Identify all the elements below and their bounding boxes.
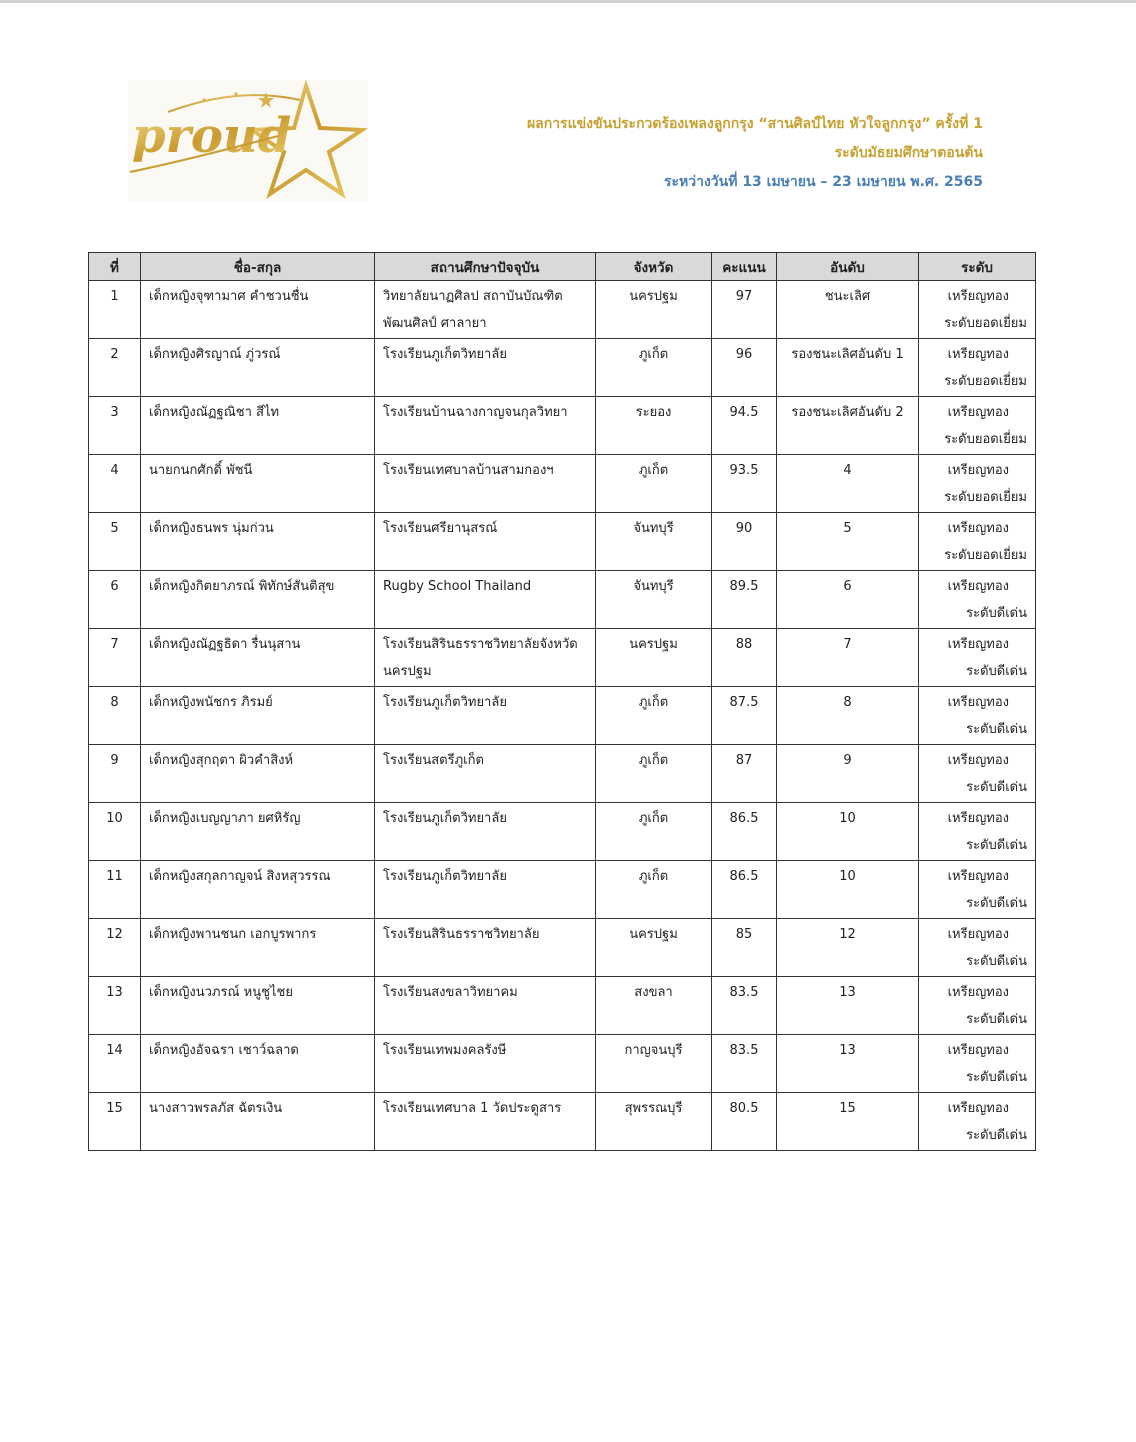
table-header-row (89, 253, 1036, 281)
cell-level (919, 571, 1036, 629)
cell-score-line: 89.5 (729, 579, 759, 594)
cell-province (596, 571, 712, 629)
cell-rank (777, 281, 919, 339)
cell-province-line: ระยอง (635, 405, 672, 420)
level-title: ระดับมัธยมศึกษาตอนต้น (834, 145, 983, 161)
cell-name (141, 687, 375, 745)
cell-level-line: ระดับดีเด่น (966, 722, 1027, 737)
cell-score (712, 629, 777, 687)
cell-level-line: เหรียญทอง (947, 405, 1009, 420)
cell-no-line: 9 (110, 753, 119, 768)
cell-score-line: 93.5 (729, 463, 759, 478)
cell-school (375, 397, 596, 455)
cell-rank (777, 977, 919, 1035)
cell-rank (777, 803, 919, 861)
cell-level (919, 745, 1036, 803)
cell-rank-line: รองชนะเลิศอันดับ 1 (791, 347, 904, 362)
cell-school-line: โรงเรียนบ้านฉางกาญจนกุลวิทยา (383, 405, 568, 420)
cell-province-line: ภูเก็ต (638, 347, 669, 362)
cell-rank-line: 7 (843, 637, 852, 652)
cell-no-line: 13 (106, 985, 123, 1000)
cell-rank (777, 919, 919, 977)
cell-name-line: นายกนกศักดิ์ พัชนี (149, 463, 253, 478)
cell-no-line: 10 (106, 811, 123, 826)
cell-level-line: เหรียญทอง (947, 869, 1009, 884)
col-header-no: ที่ (89, 253, 141, 281)
cell-level-line: ระดับยอดเยี่ยม (944, 548, 1027, 563)
cell-level-line: เหรียญทอง (947, 927, 1009, 942)
cell-rank-line: 5 (843, 521, 852, 536)
cell-name (141, 339, 375, 397)
cell-name (141, 977, 375, 1035)
cell-rank-line: 6 (843, 579, 852, 594)
cell-rank (777, 571, 919, 629)
cell-level (919, 919, 1036, 977)
cell-province-line: ภูเก็ต (638, 811, 669, 826)
cell-name (141, 397, 375, 455)
cell-level (919, 861, 1036, 919)
cell-level-line: ระดับดีเด่น (966, 896, 1027, 911)
cell-score-line: 83.5 (729, 1043, 759, 1058)
proud-star-logo (128, 80, 368, 202)
cell-no (89, 513, 141, 571)
cell-score-line: 80.5 (729, 1101, 759, 1116)
cell-level (919, 803, 1036, 861)
cell-school (375, 513, 596, 571)
cell-name-line: เด็กหญิงนวภรณ์ หนูชูไชย (149, 985, 293, 1000)
cell-school-line: Rugby School Thailand (383, 579, 532, 594)
cell-rank (777, 687, 919, 745)
cell-school (375, 687, 596, 745)
cell-no (89, 803, 141, 861)
cell-no (89, 339, 141, 397)
cell-school-line: นครปฐม (383, 664, 432, 679)
cell-province (596, 455, 712, 513)
cell-rank-line: 10 (839, 869, 856, 884)
results-table (88, 252, 1036, 1151)
cell-name-line: เด็กหญิงณัฏฐณิชา สีไท (149, 405, 280, 420)
table-row (89, 571, 1036, 629)
cell-rank-line: 9 (843, 753, 852, 768)
top-rule (0, 0, 1136, 3)
cell-school (375, 339, 596, 397)
cell-score (712, 571, 777, 629)
cell-no (89, 397, 141, 455)
cell-score-line: 96 (735, 347, 753, 362)
cell-level-line: เหรียญทอง (947, 1101, 1009, 1116)
cell-school (375, 803, 596, 861)
cell-name-line: เด็กหญิงพนัชกร ภิรมย์ (149, 695, 273, 710)
cell-level-line: เหรียญทอง (947, 347, 1009, 362)
cell-no (89, 861, 141, 919)
table-row (89, 1093, 1036, 1151)
cell-name (141, 803, 375, 861)
cell-level-line: ระดับยอดเยี่ยม (944, 432, 1027, 447)
date-range: ระหว่างวันที่ 13 เมษายน – 23 เมษายน พ.ศ. 2565 (663, 174, 983, 190)
cell-level-line: ระดับดีเด่น (966, 1070, 1027, 1085)
cell-no (89, 571, 141, 629)
cell-no-line: 12 (106, 927, 123, 942)
cell-score (712, 977, 777, 1035)
cell-name (141, 513, 375, 571)
cell-school-line: โรงเรียนเทพมงคลรังษี (383, 1043, 507, 1058)
svg-text:proud: proud (132, 108, 292, 164)
cell-rank (777, 861, 919, 919)
cell-rank (777, 1035, 919, 1093)
cell-school-line: โรงเรียนภูเก็ตวิทยาลัย (383, 695, 507, 710)
cell-school-line: โรงเรียนศรียานุสรณ์ (383, 521, 498, 536)
cell-no-line: 14 (106, 1043, 123, 1058)
cell-score-line: 87 (735, 753, 753, 768)
cell-name (141, 629, 375, 687)
col-header-school: สถานศึกษาปัจจุบัน (375, 253, 596, 281)
cell-level-line: เหรียญทอง (947, 579, 1009, 594)
cell-name (141, 281, 375, 339)
cell-level (919, 339, 1036, 397)
cell-rank-line: 12 (839, 927, 856, 942)
cell-level (919, 1035, 1036, 1093)
cell-level (919, 281, 1036, 339)
cell-score-line: 86.5 (729, 811, 759, 826)
cell-level-line: เหรียญทอง (947, 463, 1009, 478)
cell-level (919, 687, 1036, 745)
cell-level-line: เหรียญทอง (947, 695, 1009, 710)
cell-no (89, 629, 141, 687)
cell-province (596, 629, 712, 687)
cell-level-line: ระดับดีเด่น (966, 780, 1027, 795)
cell-province (596, 803, 712, 861)
cell-no-line: 2 (110, 347, 119, 362)
cell-no-line: 11 (106, 869, 123, 884)
cell-province (596, 281, 712, 339)
cell-province (596, 339, 712, 397)
cell-score-line: 87.5 (729, 695, 759, 710)
cell-school-line: โรงเรียนเทศบาล 1 วัดประดูสาร (383, 1101, 562, 1116)
col-header-score: คะแนน (712, 253, 777, 281)
cell-rank-line: 13 (839, 985, 856, 1000)
cell-no-line: 8 (110, 695, 119, 710)
cell-school-line: โรงเรียนสิรินธรราชวิทยาลัย (383, 927, 540, 942)
cell-level-line: ระดับดีเด่น (966, 1012, 1027, 1027)
cell-no (89, 1093, 141, 1151)
cell-name (141, 861, 375, 919)
cell-level (919, 977, 1036, 1035)
table-row (89, 455, 1036, 513)
cell-name-line: เด็กหญิงศิรญาณ์ ภู่วรณ์ (149, 347, 281, 362)
cell-score (712, 861, 777, 919)
cell-province (596, 1035, 712, 1093)
table-row (89, 1035, 1036, 1093)
cell-no (89, 687, 141, 745)
contest-title: ผลการแข่งขันประกวดร้องเพลงลูกกรุง “สานศิลป์ไทย หัวใจลูกกรุง” ครั้งที่ 1 (526, 116, 983, 132)
cell-rank-line: 15 (839, 1101, 856, 1116)
cell-name-line: เด็กหญิงณัฏฐธิดา รื่นนุสาน (149, 637, 301, 652)
cell-level-line: ระดับดีเด่น (966, 838, 1027, 853)
cell-rank-line: ชนะเลิศ (824, 289, 871, 304)
cell-score-line: 86.5 (729, 869, 759, 884)
cell-score (712, 513, 777, 571)
cell-rank (777, 397, 919, 455)
cell-rank-line: 10 (839, 811, 856, 826)
cell-province (596, 977, 712, 1035)
cell-name-line: เด็กหญิงอัจฉรา เชาว์ฉลาด (149, 1043, 299, 1058)
cell-province-line: ภูเก็ต (638, 695, 669, 710)
cell-level (919, 513, 1036, 571)
cell-province-line: ภูเก็ต (638, 753, 669, 768)
cell-province-line: นครปฐม (629, 637, 678, 652)
cell-score-line: 90 (735, 521, 753, 536)
cell-rank (777, 629, 919, 687)
cell-no (89, 281, 141, 339)
cell-province-line: สงขลา (634, 985, 673, 1000)
cell-school (375, 919, 596, 977)
cell-school (375, 281, 596, 339)
cell-name (141, 1093, 375, 1151)
cell-level-line: เหรียญทอง (947, 753, 1009, 768)
cell-school-line: โรงเรียนเทศบาลบ้านสามกองฯ (383, 463, 554, 478)
cell-level (919, 455, 1036, 513)
cell-no-line: 15 (106, 1101, 123, 1116)
cell-name (141, 1035, 375, 1093)
cell-name-line: เด็กหญิงธนพร นุ่มก่วน (149, 521, 274, 536)
cell-score-line: 97 (735, 289, 753, 304)
cell-school (375, 629, 596, 687)
cell-score (712, 1093, 777, 1151)
cell-province (596, 745, 712, 803)
cell-school-line: โรงเรียนสงขลาวิทยาคม (383, 985, 518, 1000)
table-row (89, 687, 1036, 745)
table-row (89, 919, 1036, 977)
table-row (89, 281, 1036, 339)
cell-school (375, 745, 596, 803)
table-row (89, 339, 1036, 397)
cell-rank-line: รองชนะเลิศอันดับ 2 (791, 405, 904, 420)
cell-score (712, 339, 777, 397)
cell-province (596, 513, 712, 571)
cell-school-line: โรงเรียนภูเก็ตวิทยาลัย (383, 811, 507, 826)
cell-province-line: ภูเก็ต (638, 463, 669, 478)
cell-province-line: สุพรรณบุรี (624, 1101, 683, 1116)
cell-rank-line: 13 (839, 1043, 856, 1058)
table-row (89, 977, 1036, 1035)
cell-no (89, 919, 141, 977)
cell-school (375, 1093, 596, 1151)
cell-school (375, 455, 596, 513)
cell-level-line: ระดับดีเด่น (966, 606, 1027, 621)
cell-no-line: 4 (110, 463, 119, 478)
col-header-level: ระดับ (919, 253, 1036, 281)
cell-province-line: นครปฐม (629, 289, 678, 304)
cell-rank (777, 513, 919, 571)
cell-level-line: ระดับดีเด่น (966, 664, 1027, 679)
cell-school (375, 1035, 596, 1093)
cell-no-line: 5 (110, 521, 119, 536)
cell-school-line: โรงเรียนภูเก็ตวิทยาลัย (383, 869, 507, 884)
col-header-rank: อันดับ (777, 253, 919, 281)
table-row (89, 513, 1036, 571)
cell-province (596, 861, 712, 919)
cell-school-line: โรงเรียนภูเก็ตวิทยาลัย (383, 347, 507, 362)
cell-level-line: เหรียญทอง (947, 289, 1009, 304)
cell-score (712, 687, 777, 745)
cell-school-line: วิทยาลัยนาฏศิลป สถาบันบัณฑิต (383, 289, 563, 304)
cell-name-line: เด็กหญิงพานชนก เอกบูรพากร (149, 927, 317, 942)
cell-level-line: เหรียญทอง (947, 637, 1009, 652)
cell-level-line: เหรียญทอง (947, 521, 1009, 536)
cell-rank (777, 1093, 919, 1151)
cell-school-line: โรงเรียนสตรีภูเก็ต (383, 753, 484, 768)
cell-score (712, 803, 777, 861)
cell-no-line: 1 (110, 289, 119, 304)
cell-rank-line: 4 (843, 463, 852, 478)
cell-name-line: นางสาวพรลภัส ฉัตรเงิน (149, 1101, 283, 1116)
cell-name (141, 455, 375, 513)
cell-name (141, 745, 375, 803)
cell-school-line: โรงเรียนสิรินธรราชวิทยาลัยจังหวัด (383, 637, 578, 652)
cell-province-line: นครปฐม (629, 927, 678, 942)
cell-score (712, 745, 777, 803)
cell-province-line: กาญจนบุรี (624, 1043, 683, 1058)
cell-level-line: ระดับดีเด่น (966, 954, 1027, 969)
cell-level (919, 629, 1036, 687)
cell-rank-line: 8 (843, 695, 852, 710)
cell-score-line: 94.5 (729, 405, 759, 420)
col-header-name: ชื่อ-สกุล (141, 253, 375, 281)
cell-no (89, 1035, 141, 1093)
cell-province (596, 1093, 712, 1151)
cell-rank (777, 339, 919, 397)
cell-level-line: เหรียญทอง (947, 985, 1009, 1000)
table-row (89, 745, 1036, 803)
cell-level-line: ระดับยอดเยี่ยม (944, 490, 1027, 505)
cell-rank (777, 455, 919, 513)
cell-level-line: ระดับยอดเยี่ยม (944, 316, 1027, 331)
cell-school (375, 977, 596, 1035)
cell-score (712, 455, 777, 513)
cell-name (141, 571, 375, 629)
cell-province-line: จันทบุรี (633, 521, 674, 536)
cell-score (712, 281, 777, 339)
cell-province (596, 397, 712, 455)
cell-no-line: 6 (110, 579, 119, 594)
cell-province (596, 687, 712, 745)
cell-level-line: เหรียญทอง (947, 1043, 1009, 1058)
cell-no-line: 3 (110, 405, 119, 420)
table-row (89, 629, 1036, 687)
cell-level (919, 397, 1036, 455)
cell-no (89, 977, 141, 1035)
cell-no-line: 7 (110, 637, 119, 652)
cell-level-line: เหรียญทอง (947, 811, 1009, 826)
cell-name-line: เด็กหญิงสุกฤตา ผิวคำสิงห์ (149, 753, 294, 768)
document-header (527, 110, 983, 197)
cell-no (89, 455, 141, 513)
cell-level-line: ระดับยอดเยี่ยม (944, 374, 1027, 389)
cell-name-line: เด็กหญิงจุฑามาศ คำชวนชื่น (149, 289, 309, 304)
cell-name (141, 919, 375, 977)
cell-level (919, 1093, 1036, 1151)
cell-name-line: เด็กหญิงกิตยาภรณ์ พิทักษ์สันติสุข (149, 579, 335, 594)
col-header-province: จังหวัด (596, 253, 712, 281)
cell-score (712, 397, 777, 455)
table-row (89, 397, 1036, 455)
cell-score-line: 85 (735, 927, 753, 942)
table-row (89, 861, 1036, 919)
cell-score-line: 88 (735, 637, 753, 652)
cell-name-line: เด็กหญิงเบญญาภา ยศหิรัญ (149, 811, 301, 826)
cell-score (712, 919, 777, 977)
cell-school-line: พัฒนศิลป์ ศาลายา (383, 316, 487, 331)
cell-school (375, 571, 596, 629)
cell-score-line: 83.5 (729, 985, 759, 1000)
table-row (89, 803, 1036, 861)
cell-level-line: ระดับดีเด่น (966, 1128, 1027, 1143)
cell-name-line: เด็กหญิงสกุลกาญจน์ สิงหสุวรรณ (149, 869, 331, 884)
cell-school (375, 861, 596, 919)
cell-rank (777, 745, 919, 803)
cell-score (712, 1035, 777, 1093)
cell-province (596, 919, 712, 977)
cell-province-line: จันทบุรี (633, 579, 674, 594)
cell-province-line: ภูเก็ต (638, 869, 669, 884)
cell-no (89, 745, 141, 803)
